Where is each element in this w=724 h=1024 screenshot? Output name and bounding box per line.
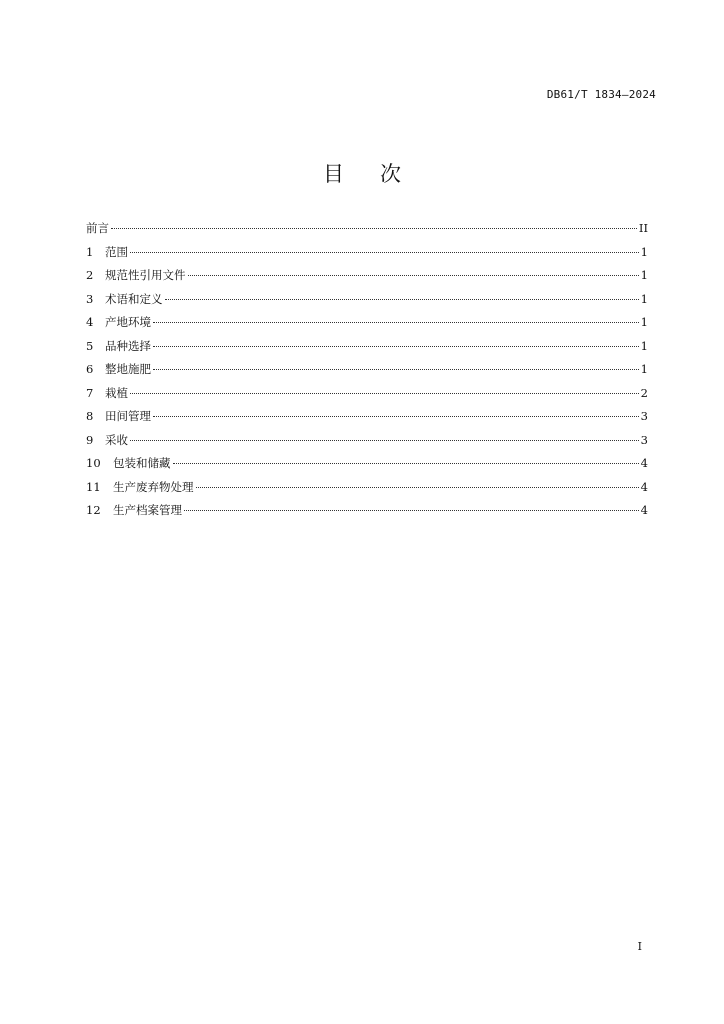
toc-entry-label: 产地环境: [105, 315, 151, 329]
toc-entry-label: 前言: [86, 221, 109, 235]
toc-entry-page: 1: [640, 244, 648, 259]
toc-dot-leader: [153, 416, 639, 417]
toc-entry-page: 4: [640, 503, 648, 517]
toc-entry-page: 3: [640, 409, 648, 423]
toc-entry-page: 1: [640, 338, 648, 353]
toc-dot-leader: [196, 487, 639, 488]
toc-entry-packaging-storage[interactable]: [86, 453, 648, 477]
toc-entry-number: 8: [86, 409, 94, 423]
toc-entry-field-management[interactable]: [86, 406, 648, 430]
toc-entry-page: 1: [640, 362, 648, 376]
toc-entry-page: 4: [640, 479, 648, 494]
toc-entry-label: 整地施肥: [105, 362, 151, 376]
toc-entry-page: 3: [640, 432, 648, 447]
document-code: DB61/T 1834—2024: [546, 88, 656, 101]
toc-dot-leader: [184, 510, 639, 511]
toc-dot-leader: [153, 369, 639, 370]
toc-dot-leader: [153, 346, 639, 347]
toc-entry-page: 4: [640, 456, 648, 470]
toc-entry-label: 采收: [105, 432, 128, 447]
toc-dot-leader: [130, 440, 639, 441]
toc-dot-leader: [173, 463, 639, 464]
toc-entry-number: 7: [86, 385, 94, 400]
toc-dot-leader: [153, 322, 639, 323]
toc-list: [86, 218, 648, 524]
toc-entry-land-preparation[interactable]: [86, 359, 648, 383]
toc-entry-harvest[interactable]: [86, 430, 648, 454]
toc-entry-number: 1: [86, 244, 94, 259]
toc-entry-number: 12: [86, 503, 101, 517]
toc-entry-page: 1: [640, 315, 648, 329]
toc-entry-label: 术语和定义: [105, 291, 163, 306]
toc-entry-label: 生产档案管理: [113, 503, 182, 517]
toc-entry-label: 范围: [105, 244, 128, 259]
toc-entry-waste-disposal[interactable]: [86, 477, 648, 501]
toc-entry-terms-definitions[interactable]: [86, 289, 648, 313]
toc-entry-number: 4: [86, 315, 94, 329]
toc-entry-production-environment[interactable]: [86, 312, 648, 336]
toc-entry-variety-selection[interactable]: [86, 336, 648, 360]
toc-entry-number: 10: [86, 456, 101, 470]
toc-entry-number: 9: [86, 432, 94, 447]
toc-dot-leader: [130, 252, 639, 253]
toc-entry-production-records[interactable]: [86, 500, 648, 524]
toc-entry-page: 1: [640, 291, 648, 306]
toc-entry-label: 生产废弃物处理: [113, 479, 194, 494]
toc-dot-leader: [165, 299, 639, 300]
toc-entry-label: 包装和储藏: [113, 456, 171, 470]
toc-entry-planting[interactable]: [86, 383, 648, 407]
toc-dot-leader: [130, 393, 639, 394]
toc-entry-label: 规范性引用文件: [105, 268, 186, 282]
toc-entry-label: 品种选择: [105, 338, 151, 353]
toc-dot-leader: [188, 275, 639, 276]
toc-entry-number: 6: [86, 362, 94, 376]
toc-entry-foreword[interactable]: [86, 218, 648, 242]
toc-entry-number: 2: [86, 268, 94, 282]
toc-title: 目次: [323, 162, 437, 186]
toc-entry-number: 5: [86, 338, 94, 353]
toc-entry-label: 栽植: [105, 385, 128, 400]
toc-entry-number: 3: [86, 291, 94, 306]
toc-entry-page: 1: [640, 268, 648, 282]
toc-dot-leader: [111, 228, 637, 229]
page-number: I: [637, 940, 642, 953]
toc-entry-page: 2: [640, 385, 648, 400]
toc-entry-page: II: [638, 221, 648, 235]
toc-entry-scope[interactable]: [86, 242, 648, 266]
toc-entry-label: 田间管理: [105, 409, 151, 423]
toc-entry-normative-references[interactable]: [86, 265, 648, 289]
toc-entry-number: 11: [86, 479, 101, 494]
